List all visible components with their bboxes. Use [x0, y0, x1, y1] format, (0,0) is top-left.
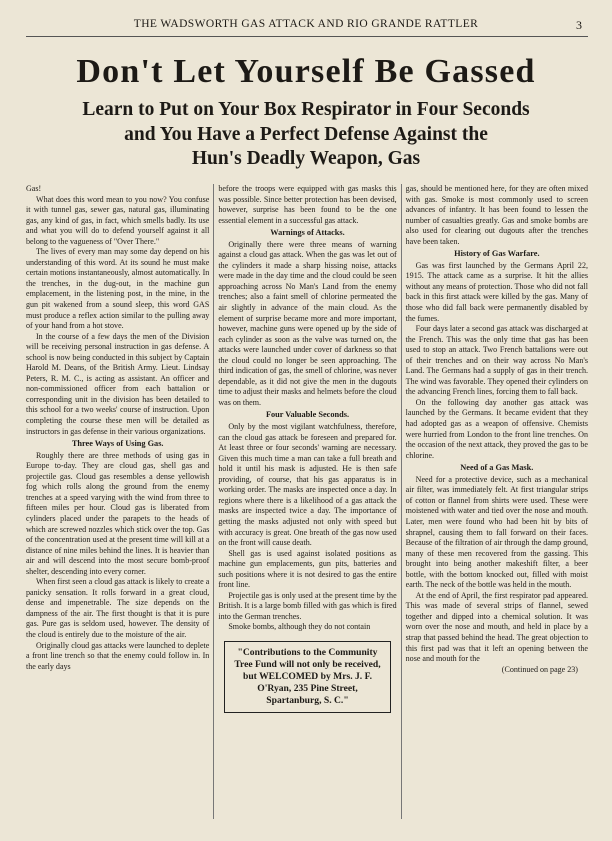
- paragraph: On the following day another gas attack was launched by the Germans. It became evident that they had adopted gas as a weapon of offensive. Chemists were hurried from London to the front line trenches. On the occasion of the next attack, they proved the gas to be chlorine.: [405, 397, 588, 460]
- paragraph: The lives of every man may some day depend on his understanding of this word. At its sound he must make certain motions instantaneously, almost automatically. In the trenches, in the dug-out, in the machine gun emplacement, in the listening post, in the mine, in the gun pit wakened from a sound sleep, this word GAS must produce a reflex action similar to the pulling away of your hand from a hot stove.: [26, 247, 210, 331]
- subhead-four-seconds: Four Valuable Seconds.: [265, 410, 350, 420]
- paragraph: Originally there were three means of warning against a cloud gas attack. When the gas was let out of the cylinders it made a sharp hissing noise, attacks were made in the day time and the cloud could be seen approaching across No Man's Land from the enemy trenches; also a faint smell of chlorine permeated the air slightly in advance of the main cloud. As the element of surprise became more and more important, however, machine guns were opened up by the side of each cylinder as soon as the valve was turned on, the attacks were launched under cover of darkness so that the cloud could no longer be seen approaching. The third indication of gas, the smell of chlorine, was never dependable, as it did not give the men in the dugouts time to adjust their masks and helmets before the cloud was on them.: [218, 239, 397, 407]
- deck-line-2: and You Have a Perfect Defense Against the: [124, 123, 488, 145]
- paragraph: Only by the most vigilant watchfulness, therefore, can the cloud gas attack be foreseen and prepared for. At least three or four seconds' warning are necessary. Given this much time a man can take a full breath and hold it until his mask is adjusted. He is then safe providing, of course, that his gas apparatus is in working order. The masks are inspected once a day. In regions where there is a likelihood of a gas attack the masks are inspected twice a day. The importance of getting the masks adjusted not only with speed but with accuracy is great. One breath of the gas now used on the front will cause death.: [218, 422, 397, 548]
- deck-line-1: Learn to Put on Your Box Respirator in Four Seconds: [82, 99, 530, 120]
- column-2: [213, 184, 400, 819]
- paragraph: before the troops were equipped with gas masks this was possible. Since better protection has been devised, however, surprise has been found to be the one essential element in a successful gas attack.: [218, 184, 397, 225]
- subhead-warnings: Warnings of Attacks.: [270, 228, 345, 238]
- paragraph: Gas!: [26, 184, 42, 193]
- subhead-gas-mask: Need of a Gas Mask.: [460, 463, 534, 473]
- paragraph: Projectile gas is only used at the present time by the British. It is a large bomb filled with gas which is fired into the German trenches.: [218, 590, 397, 621]
- deck-line-3: Hun's Deadly Weapon, Gas: [191, 148, 421, 169]
- article-headline: Don't Let Yourself Be Gassed: [76, 53, 536, 90]
- paragraph: When first seen a cloud gas attack is likely to create a panicky sensation. It rolls forward in a great cloud, dense and impenetrable. The size depends on the dampness of the air. The first thought is that it is pure gas. Pure gas is seldom used, however. The density of the cloud is entirely due to the moisture of the air.: [26, 577, 210, 639]
- paragraph: Need for a protective device, such as a mechanical air filter, was immediately felt. At first triangular strips of cotton or flannel from shirts were used. These were moistened with water and tied over the nose and mouth. Later, men were found who had been hit by bits of shrapnel, causing them to fall forward on their faces. Because of the filtration of air through the damp ground, many of these men recovered from the gassing. This brought into being another makeshift filter, a beer bottle, with the bottom knocked out, filled with moist earth. The neck of the bottle was held in the mouth.: [405, 474, 588, 590]
- column-1: [26, 184, 213, 819]
- continued-notice: (Continued on page 23): [501, 664, 578, 674]
- subhead-history: History of Gas Warfare.: [454, 249, 540, 259]
- running-header-title: THE WADSWORTH GAS ATTACK AND RIO GRANDE RATTLER: [133, 18, 479, 30]
- article-body: [26, 184, 588, 819]
- page-number: 3: [576, 18, 582, 32]
- community-tree-fund-notice: "Contributions to the Community Tree Fund will not only be received, but WELCOMED by Mrs. J. F. O'Ryan, 235 Pine Street, Spartanburg, S. C.": [224, 641, 390, 713]
- subhead-three-ways: Three Ways of Using Gas.: [71, 439, 164, 449]
- paragraph: gas, should be mentioned here, for they are often mixed with gas. Smoke is most commonly used to screen advances of infantry. It has been found to lessen the number of casualties greatly. Gas and smoke bombs are also used for clearing out dugouts after the trenches have been taken.: [405, 184, 588, 246]
- paragraph: Originally cloud gas attacks were launched to deplete a front line trench so that the enemy could follow in. In the early days: [26, 640, 210, 671]
- header-rule: [26, 36, 588, 37]
- paragraph: Roughly there are three methods of using gas in Europe to-day. They are cloud gas, shell gas and projectile gas. Cloud gas resembles a dense yellowish fog which rolls along the ground from the enemy trenches at a speed varying with the wind from three to fifteen miles per hour. Cloud gas is liberated from cylinders placed under the parapets to the heads of which are screwed nozzles which stick over the top. Gas of the concentration used at the present time will kill at a distance of nine miles behind the lines. It is heavier than air and will descend into the most secure bomb-proof shelter, descending into every corner.: [26, 450, 210, 576]
- paragraph: In the course of a few days the men of the Division will be receiving personal instruction in gas defense. A school is now being conducted in this subject by Captain Harold M. Deans, of the British Army. Lieut. Lindsay Peters, R. M. C., is acting as assistant. An officer and non-commissioned officer from each battalion or corresponding unit in the division has been detailed to this school for a two weeks' course of instruction. Upon completing the course these men will be detailed as instructors in gas defense in their various organizations.: [26, 331, 210, 436]
- article-deck: [40, 98, 572, 172]
- paragraph: At the end of April, the first respirator pad appeared. This was made of several strips of flannel, sewed together and dipped into a chemical solution. It was worn over the nose and mouth, and held in place by a strap that passed behind the head. The great objection to this first pad was that it left an opening between the nose and mouth for the: [405, 590, 588, 664]
- paragraph: Smoke bombs, although they do not contain: [228, 622, 371, 632]
- paragraph: Four days later a second gas attack was discharged at the French. This was the only time that gas has been used to stop an attack. Two French battalions were out of their trenches and on their way across No Man's Land. The Germans had a supply of gas in their trench. The wind was favorable. They opened their cylinders on the advancing French lines, forcing them to fall back.: [405, 324, 588, 397]
- paragraph: What does this word mean to you now? You confuse it with tunnel gas, sewer gas, natural gas, illuminating gas, any kind of gas, in fact, which smells badly. Its use and what you will do to defend yourself against it all belong to the vagueness of "Over There.": [26, 194, 210, 246]
- column-3: [401, 184, 588, 819]
- paragraph: Shell gas is used against isolated positions as machine gun emplacements, gun pits, batteries and such positions where it is not desired to gas the entire front line.: [218, 548, 397, 590]
- paragraph: Gas was first launched by the Germans April 22, 1915. The attack came as a surprise. It hit the allies without any means of protection. Those who did not fall back in this first attack were killed by the gas. Many of those who did fall back were permanently disabled by the fumes.: [405, 260, 588, 323]
